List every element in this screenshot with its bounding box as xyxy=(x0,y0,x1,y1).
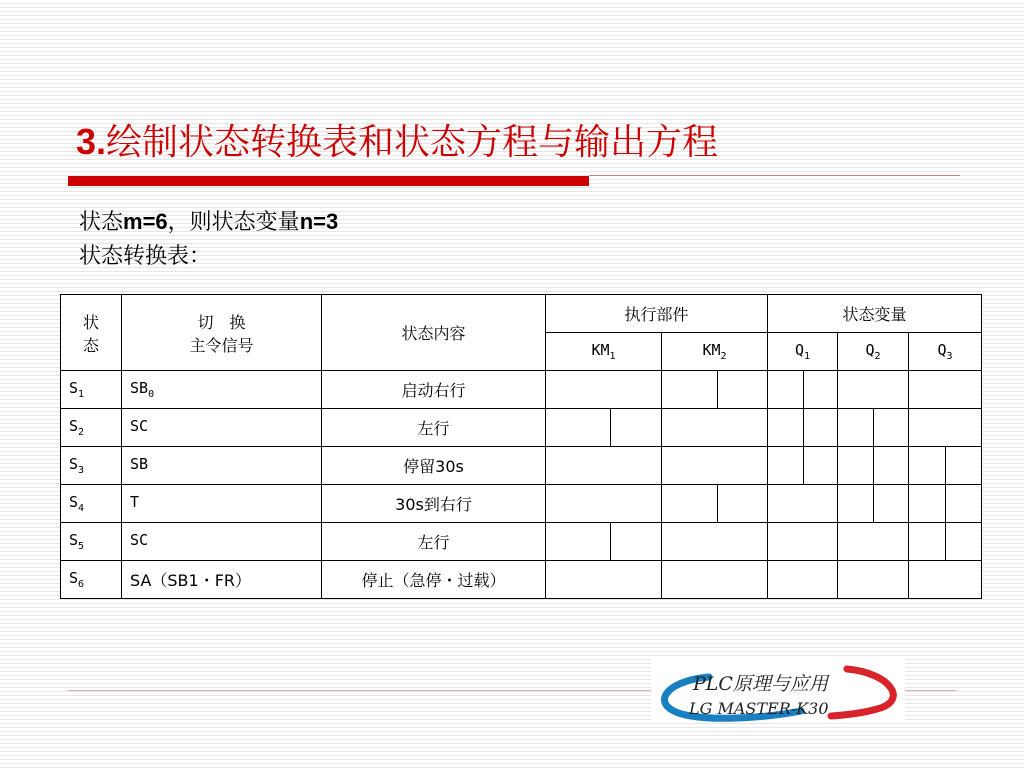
line1-d: n=3 xyxy=(299,209,339,234)
q3-cell xyxy=(909,561,982,599)
header-switch-signal: 切 换 主令信号 xyxy=(122,295,322,371)
state-count-line xyxy=(79,208,338,237)
km1-cell xyxy=(611,409,662,447)
q3-cell xyxy=(946,485,982,523)
state-cell: $S_1$ xyxy=(61,371,122,409)
q1-cell xyxy=(804,409,838,447)
km2-cell xyxy=(718,485,768,523)
content-cell: 启动右行 xyxy=(322,371,546,409)
state-cell: $S_5$ xyxy=(61,523,122,561)
q2-cell xyxy=(838,523,909,561)
state-cell: $S_2$ xyxy=(61,409,122,447)
title-text: 绘制状态转换表和状态方程与输出方程 xyxy=(106,122,719,163)
state-transition-table xyxy=(60,294,982,599)
header-q3: $Q_3$ xyxy=(909,333,982,371)
table-row xyxy=(61,371,982,409)
state-cell: $S_4$ xyxy=(61,485,122,523)
q1-cell xyxy=(768,371,804,409)
q1-cell xyxy=(768,409,804,447)
km1-cell xyxy=(546,447,662,485)
q3-cell xyxy=(946,447,982,485)
content-cell: 停留30s xyxy=(322,447,546,485)
q3-cell xyxy=(909,447,946,485)
table-row xyxy=(61,485,982,523)
content-cell: 30s到右行 xyxy=(322,485,546,523)
q2-cell xyxy=(874,485,909,523)
q3-cell xyxy=(909,523,946,561)
q2-cell xyxy=(838,561,909,599)
signal-cell: T xyxy=(122,485,322,523)
content-cell: 左行 xyxy=(322,409,546,447)
content-cell: 左行 xyxy=(322,523,546,561)
q3-cell xyxy=(909,409,982,447)
q1-cell xyxy=(804,371,838,409)
km1-cell xyxy=(546,409,611,447)
plc-logo xyxy=(651,659,905,723)
signal-cell: $SB_0$ xyxy=(122,371,322,409)
q2-cell xyxy=(838,485,874,523)
q2-cell xyxy=(874,409,909,447)
q2-cell xyxy=(838,371,909,409)
line1-c: ，则状态变量 xyxy=(167,210,300,235)
km2-cell xyxy=(662,523,768,561)
q3-cell xyxy=(909,371,982,409)
table-row xyxy=(61,523,982,561)
content-cell: 停止（急停・过载） xyxy=(322,561,546,599)
table-row xyxy=(61,409,982,447)
table-caption: 状态转换表： xyxy=(79,244,212,269)
q1-cell xyxy=(768,447,804,485)
q2-cell xyxy=(874,447,909,485)
km2-cell xyxy=(662,371,718,409)
slide-title xyxy=(76,118,718,167)
title-red-bar xyxy=(68,176,589,186)
table-row xyxy=(61,447,982,485)
state-cell: $S_6$ xyxy=(61,561,122,599)
signal-cell: SC xyxy=(122,523,322,561)
logo-line2: LG MASTER-K30 xyxy=(689,699,829,718)
q1-cell xyxy=(804,447,838,485)
km1-cell xyxy=(546,485,662,523)
header-km2: $KM_2$ xyxy=(662,333,768,371)
km1-cell xyxy=(611,523,662,561)
header-km1: $KM_1$ xyxy=(546,333,662,371)
line1-a: 状态 xyxy=(79,210,124,235)
q3-cell xyxy=(946,523,982,561)
km2-cell xyxy=(662,447,768,485)
plc-logo-graphic xyxy=(651,659,905,723)
header-q1: $Q_1$ xyxy=(768,333,838,371)
title-thin-line xyxy=(589,175,960,176)
header-state: 状 态 xyxy=(61,295,122,371)
q1-cell xyxy=(768,561,838,599)
signal-cell: SC xyxy=(122,409,322,447)
line1-b: m=6 xyxy=(123,209,168,234)
signal-cell: SB xyxy=(122,447,322,485)
km1-cell xyxy=(546,561,662,599)
header-executor: 执行部件 xyxy=(546,295,768,333)
q1-cell xyxy=(768,485,838,523)
header-state-variable: 状态变量 xyxy=(768,295,982,333)
header-q2: $Q_2$ xyxy=(838,333,909,371)
q2-cell xyxy=(838,409,874,447)
q2-cell xyxy=(838,447,874,485)
q3-cell xyxy=(909,485,946,523)
km2-cell xyxy=(662,485,718,523)
km2-cell xyxy=(718,371,768,409)
km2-cell xyxy=(662,409,768,447)
header-state-content: 状态内容 xyxy=(322,295,546,371)
km1-cell xyxy=(546,371,662,409)
state-cell: $S_3$ xyxy=(61,447,122,485)
logo-line1: PLC原理与应用 xyxy=(693,673,828,695)
signal-cell: SA（SB1・FR） xyxy=(122,561,322,599)
km1-cell xyxy=(546,523,611,561)
table-row xyxy=(61,561,982,599)
title-number: 3. xyxy=(76,121,107,162)
km2-cell xyxy=(662,561,768,599)
q1-cell xyxy=(768,523,838,561)
